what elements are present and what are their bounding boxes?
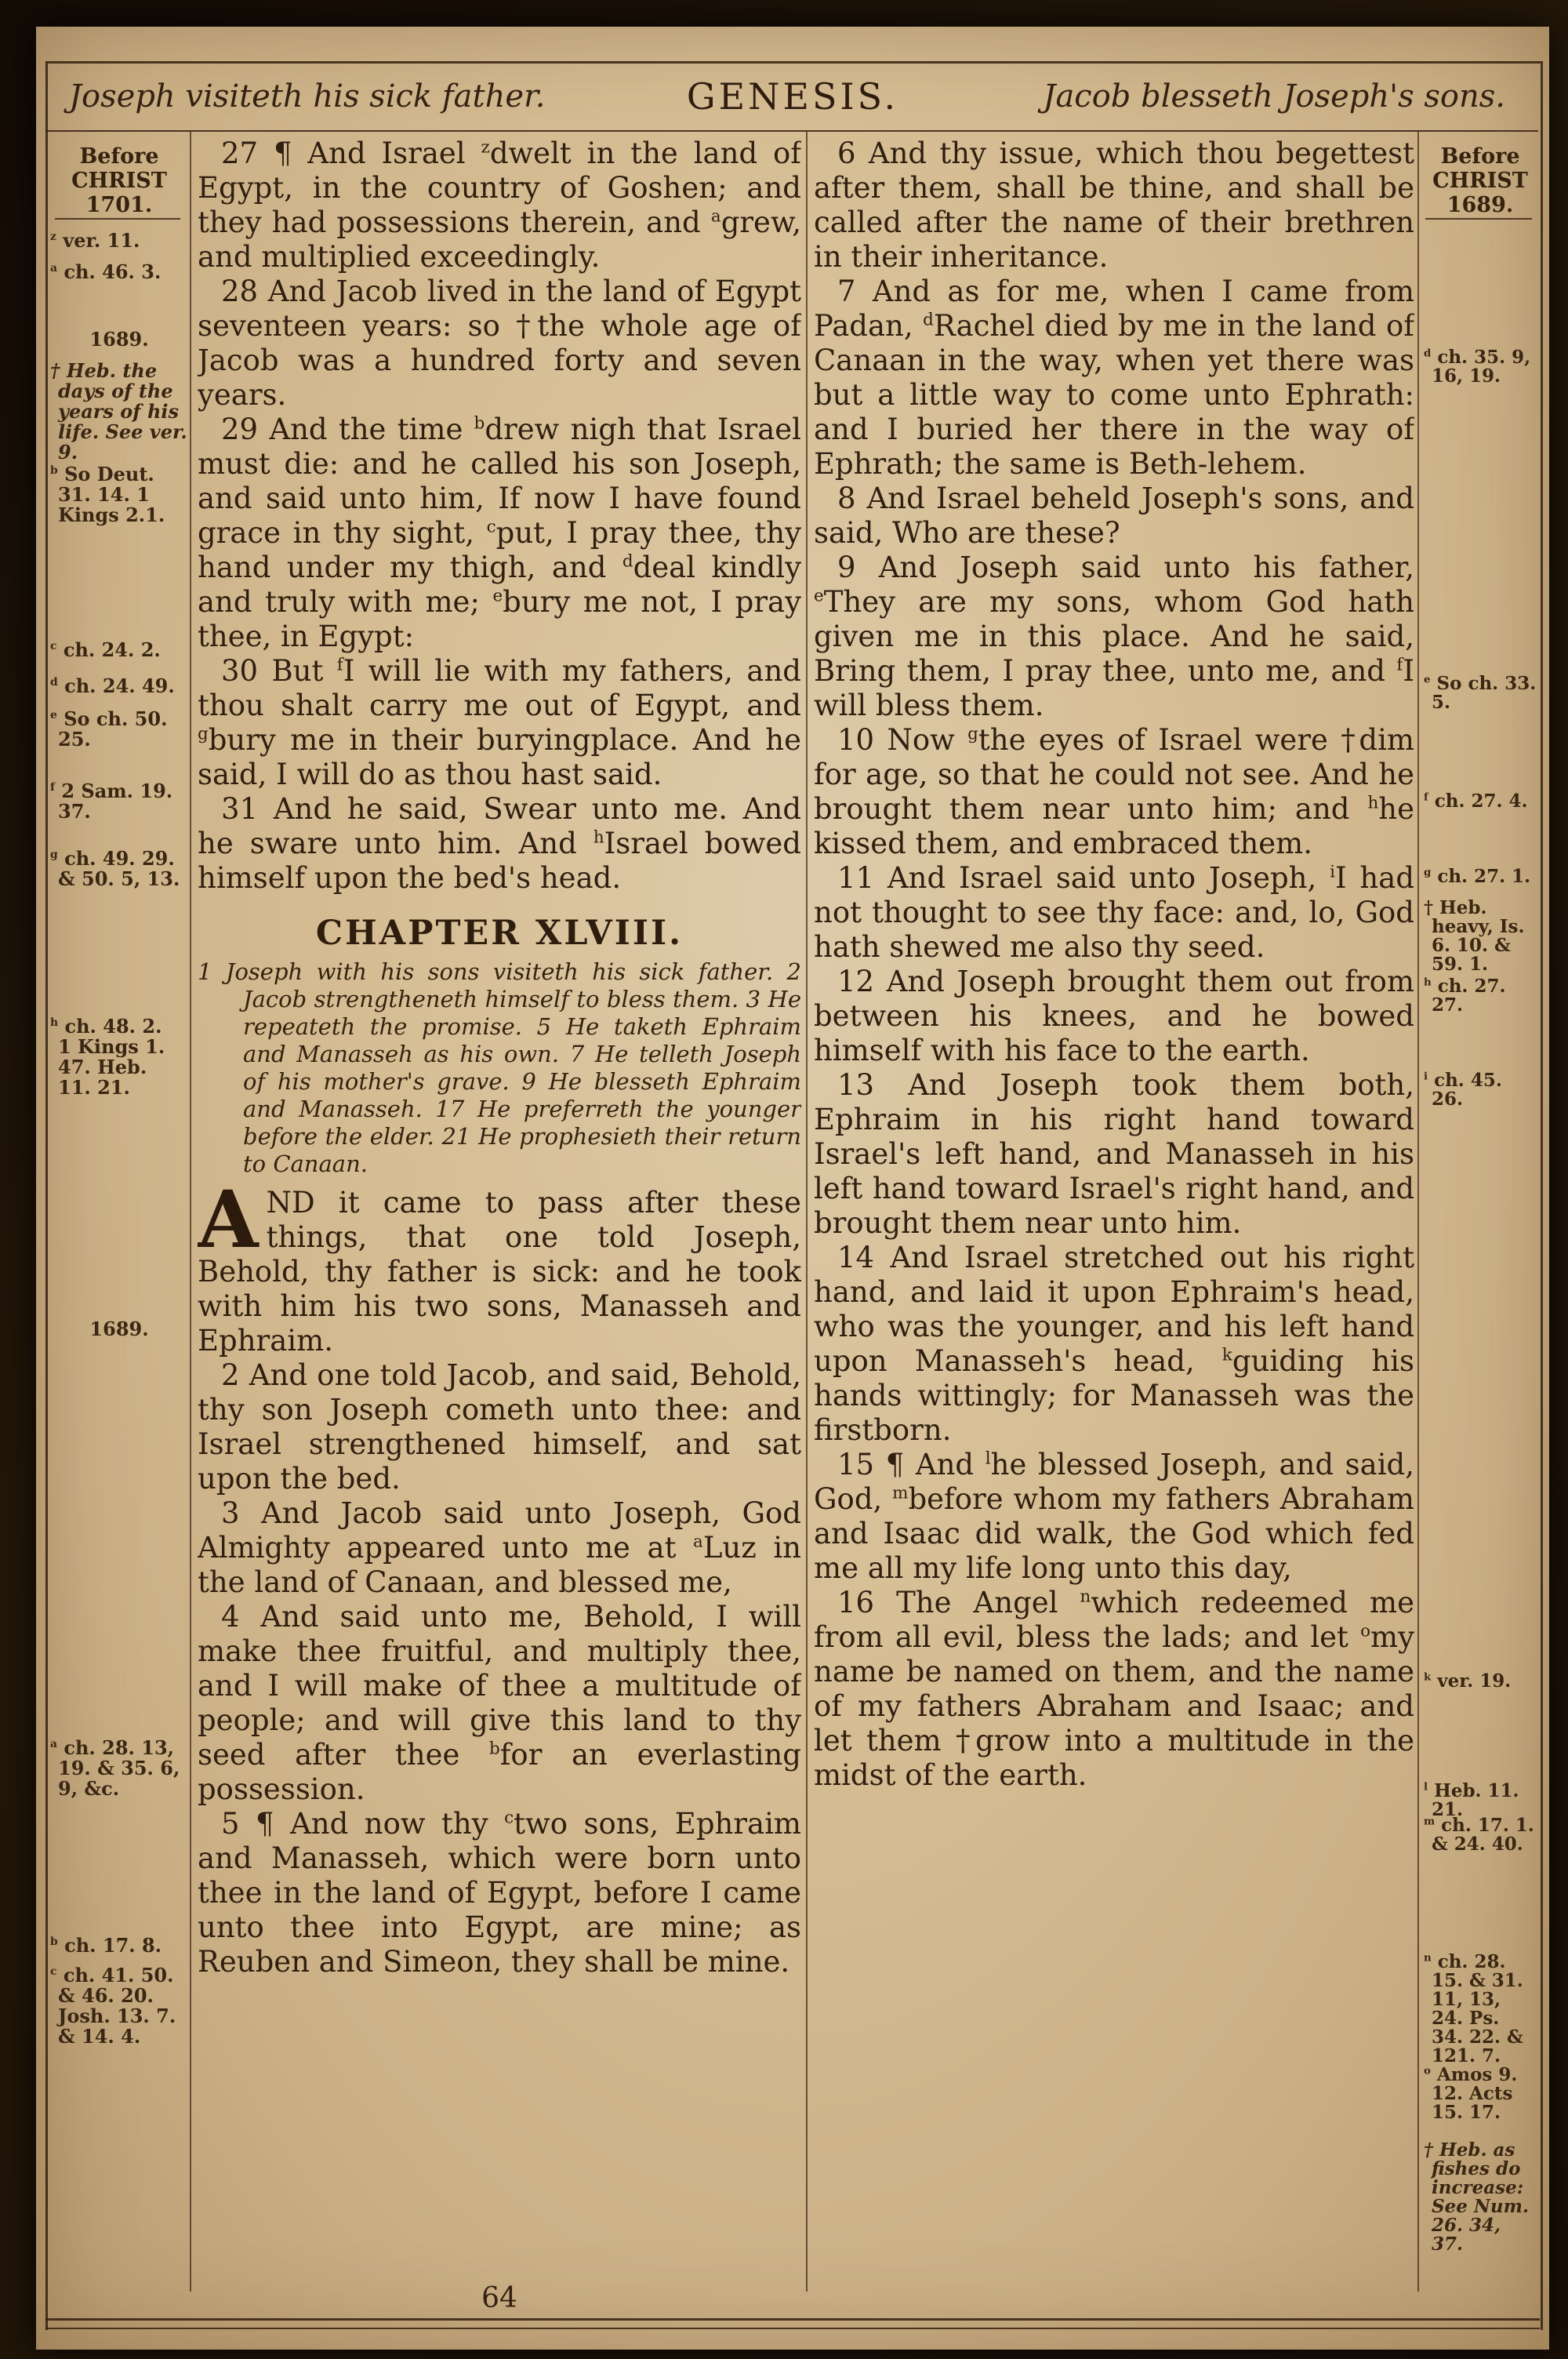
verse-47-31: 31 And he said, Swear unto me. And he sware unto him. And $^h$Israel bowed himself upon the bed's head. (198, 792, 801, 895)
margin-note: $^h$ ch. 48. 2. 1 Kings 1. 47. Heb. 11. 21. (50, 1015, 165, 1099)
verse-48-11: 11 And Israel said unto Joseph, $^i$I had not thought to see thy face: and, lo, God hath shewed me also thy seed. (814, 861, 1414, 964)
margin-note: † Heb. heavy, Is. 6. 10. & 59. 1. (1424, 897, 1525, 975)
bottom-rule-1 (45, 2318, 1540, 2321)
margin-note: $^g$ ch. 49. 29. & 50. 5, 13. (50, 847, 180, 890)
column-rule-center (806, 132, 808, 2292)
verse-48-7: 7 And as for me, when I came from Padan, $^d$Rachel died by me in the land of Canaan in the way, when yet there was but a little way to come unto Ephrath: and I buried her there in the way of Ephrath; the same is Beth-lehem. (814, 274, 1414, 481)
margin-note: $^c$ ch. 41. 50. & 46. 20. Josh. 13. 7. & 14. 4. (50, 1964, 176, 2048)
verse-48-2: 2 And one told Jacob, and said, Behold, thy son Joseph cometh unto thee: and Israel strengthened himself, and sat upon the bed. (198, 1358, 801, 1496)
margin-note: $^d$ ch. 24. 49. (50, 674, 175, 697)
margin-note: $^b$ So Deut. 31. 14. 1 Kings 2.1. (50, 463, 165, 526)
margin-note: † Heb. as fishes do increase: See Num. 26. 34, 37. (1424, 2139, 1529, 2255)
chapter-heading: CHAPTER XLVIII. (315, 914, 684, 953)
bc-line: 1701. (85, 193, 153, 217)
bottom-rule-2 (45, 2328, 1540, 2329)
bc-line: Before (1440, 144, 1520, 169)
margin-note: $^i$ ch. 45. 26. (1424, 1070, 1502, 1110)
verse-48-13: 13 And Joseph took them both, Ephraim in his right hand toward Israel's left hand, and Manasseh in his left hand toward Israel's right hand, and brought them near unto him. (814, 1068, 1414, 1240)
book-title: GENESIS. (686, 75, 899, 118)
bc-rule-left (55, 218, 180, 220)
text-column-right (814, 136, 1414, 2314)
header-rule (45, 130, 1538, 132)
bc-line: Before (79, 144, 159, 169)
verse-48-4: 4 And said unto me, Behold, I will make thee fruitful, and multiply thee, and I will make of thee a multitude of people; and will give this land to thy seed after thee $^b$for an everlasting possession. (198, 1600, 801, 1806)
margin-note: $^f$ 2 Sam. 19. 37. (50, 780, 173, 823)
margin-note: $^m$ ch. 17. 1. & 24. 40. (1424, 1815, 1534, 1855)
verse-48-16: 16 The Angel $^n$which redeemed me from all evil, bless the lads; and let $^o$my name be named on them, and the name of my fathers Abraham and Isaac; and let them †grow into a multitude in the midst of the earth. (814, 1586, 1414, 1792)
verse-48-3: 3 And Jacob said unto Joseph, God Almighty appeared unto me at $^a$Luz in the land of Canaan, and blessed me, (198, 1496, 801, 1599)
verse-48-14: 14 And Israel stretched out his right hand, and laid it upon Ephraim's head, who was the younger, and his left hand upon Manasseh's head, $^k$guiding his hands wittingly; for Manasseh was the firstborn. (814, 1241, 1414, 1447)
column-rule-left (190, 132, 191, 2292)
margin-note: $^b$ ch. 17. 8. (50, 1934, 162, 1957)
margin-date: 1689. (89, 328, 149, 351)
chapter-summary: 1 Joseph with his sons visiteth his sick father. 2 Jacob strengtheneth himself to bless them. 3 He repeateth the promise. 5 He taketh Ephraim and Manasseh as his own. 7 He telleth Joseph of his mother's grave. 9 He blesseth Ephraim and Manasseh. 17 He preferreth the younger before the elder. 21 He prophesieth their return to Canaan. (198, 958, 801, 1177)
margin-note: $^e$ So ch. 50. 25. (50, 707, 168, 751)
margin-note: $^c$ ch. 24. 2. (50, 638, 161, 661)
drop-cap: A (198, 1173, 259, 1266)
column-rule-right (1417, 132, 1419, 2292)
bc-line: CHRIST (1432, 169, 1528, 193)
margin-note: $^n$ ch. 28. 15. & 31. 11, 13, 24. Ps. 34. 22. & 121. 7. (1424, 1951, 1523, 2066)
right-margin-notes (1424, 136, 1537, 2287)
verse-48-8: 8 And Israel beheld Joseph's sons, and said, Who are these? (814, 482, 1414, 550)
bc-line: 1689. (1446, 193, 1514, 217)
margin-note: $^l$ Heb. 11. 21. (1424, 1780, 1519, 1820)
verse-47-29: 29 And the time $^b$drew nigh that Israel must die: and he called his son Joseph, and said unto him, If now I have found grace in thy sight, $^c$put, I pray thee, thy hand under my thigh, and $^d$deal kindly and truly with me; $^e$bury me not, I pray thee, in Egypt: (198, 413, 801, 653)
verse-48-10: 10 Now $^g$the eyes of Israel were †dim for age, so that he could not see. And he brought them near unto him; and $^h$he kissed them, and embraced them. (814, 723, 1414, 860)
verse-48-9: 9 And Joseph said unto his father, $^e$They are my sons, whom God hath given me in this place. And he said, Bring them, I pray thee, unto me, and $^f$I will bless them. (814, 551, 1414, 722)
running-head-right: Jacob blesseth Joseph's sons. (1043, 78, 1505, 114)
left-margin-notes (50, 136, 188, 2287)
margin-date: 1689. (89, 1318, 149, 1340)
margin-note: $^a$ ch. 46. 3. (50, 260, 162, 283)
before-christ-block-left (50, 144, 188, 217)
bc-rule-right (1425, 218, 1532, 220)
margin-note: $^e$ So ch. 33. 5. (1424, 673, 1537, 713)
verse-47-28: 28 And Jacob lived in the land of Egypt seventeen years: so †the whole age of Jacob was a hundred forty and seven years. (198, 274, 801, 412)
margin-note: $^o$ Amos 9. 12. Acts 15. 17. (1424, 2064, 1518, 2123)
bc-line: CHRIST (71, 169, 167, 193)
verse-47-27: 27 ¶ And Israel $^z$dwelt in the land of Egypt, in the country of Goshen; and they had possessions therein, and $^a$grew, and multiplied exceedingly. (198, 136, 801, 274)
page-number: 64 (481, 2282, 517, 2314)
verse-48-1-text: ND it came to pass after these things, that one told Joseph, Behold, thy father is sick: and he took with him his two sons, Manasseh and Ephraim. (198, 1186, 801, 1358)
before-christ-block-right (1424, 144, 1537, 217)
verse-48-1 (198, 1173, 801, 1358)
margin-note: $^f$ ch. 27. 4. (1424, 791, 1528, 812)
text-column-left (198, 136, 801, 2314)
margin-note: $^h$ ch. 27. 27. (1424, 976, 1506, 1016)
margin-note: $^g$ ch. 27. 1. (1424, 866, 1531, 887)
margin-note: † Heb. the days of the years of his life. See ver. 9. (50, 359, 187, 463)
running-head-left: Joseph visiteth his sick father. (69, 78, 546, 114)
margin-note: $^z$ ver. 11. (50, 229, 140, 252)
verse-48-12: 12 And Joseph brought them out from between his knees, and he bowed himself with his face to the earth. (814, 965, 1414, 1067)
scanned-bible-page (36, 27, 1549, 2350)
verse-47-30: 30 But $^f$I will lie with my fathers, and thou shalt carry me out of Egypt, and $^g$bury me in their buryingplace. And he said, I will do as thou hast said. (198, 654, 801, 791)
margin-note: $^a$ ch. 28. 13, 19. & 35. 6, 9, &c. (50, 1736, 180, 1800)
verse-48-15: 15 ¶ And $^l$he blessed Joseph, and said, God, $^m$before whom my fathers Abraham and Isaac did walk, the God which fed me all my life long unto this day, (814, 1448, 1414, 1585)
margin-note: $^d$ ch. 35. 9, 16, 19. (1424, 347, 1531, 387)
margin-note: $^k$ ver. 19. (1424, 1670, 1512, 1692)
verse-48-6: 6 And thy issue, which thou begettest after them, shall be thine, and shall be called after the name of their brethren in their inheritance. (814, 136, 1414, 274)
verse-48-5: 5 ¶ And now thy $^c$two sons, Ephraim and Manasseh, which were born unto thee in the land of Egypt, before I came unto thee into Egypt, are mine; as Reuben and Simeon, they shall be mine. (198, 1807, 801, 1979)
